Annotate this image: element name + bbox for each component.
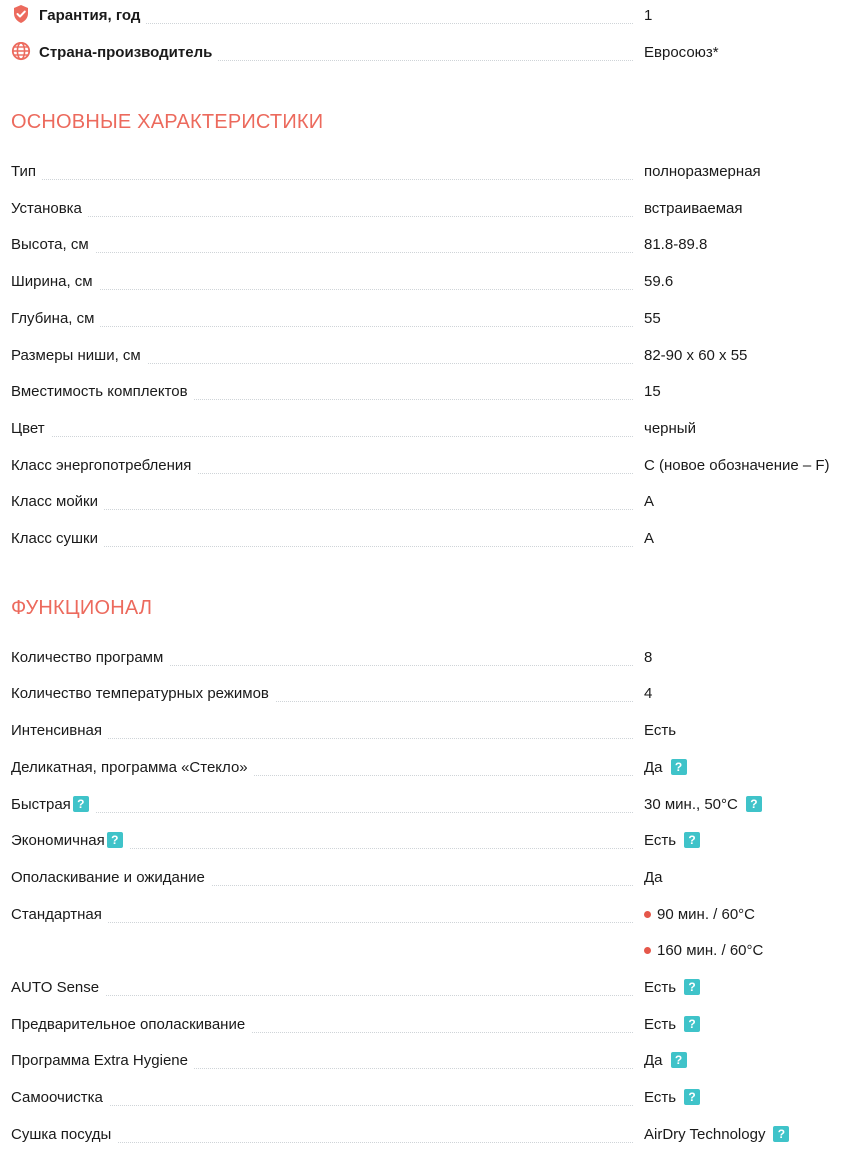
spec-row-continuation — [11, 940, 848, 962]
dotted-leader — [11, 509, 633, 510]
dotted-leader — [11, 436, 633, 437]
spec-label: Размеры ниши, см — [11, 347, 147, 364]
spec-value: 8 — [644, 649, 653, 666]
spec-value: C (новое обозначение – F) — [644, 457, 830, 474]
dotted-leader — [11, 289, 633, 290]
spec-value: Есть — [644, 722, 677, 739]
help-tooltip-icon[interactable]: ? — [73, 796, 89, 812]
spec-value: Есть — [644, 1016, 677, 1033]
spec-value: встраиваемая — [644, 200, 743, 217]
spec-row — [11, 830, 848, 852]
spec-value: 55 — [644, 310, 661, 327]
spec-row — [11, 1087, 848, 1109]
dotted-leader — [11, 812, 633, 813]
spec-label: Программа Extra Hygiene — [11, 1052, 194, 1069]
spec-label: Количество температурных режимов — [11, 685, 275, 702]
spec-value: 15 — [644, 383, 661, 400]
spec-label: Интенсивная — [11, 722, 108, 739]
bullet-icon — [644, 947, 651, 954]
spec-value: Да — [644, 869, 663, 886]
help-tooltip-icon[interactable]: ? — [684, 1016, 700, 1032]
spec-row — [11, 161, 848, 183]
spec-label: Класс энергопотребления — [11, 457, 197, 474]
spec-label: Ширина, см — [11, 273, 99, 290]
globe-icon — [11, 42, 31, 61]
spec-label: Вместимость комплектов — [11, 383, 194, 400]
spec-label: Цвет — [11, 420, 51, 437]
spec-label: Установка — [11, 200, 88, 217]
spec-row — [11, 418, 848, 440]
spec-row — [11, 683, 848, 705]
spec-row — [11, 1124, 848, 1146]
help-tooltip-icon[interactable]: ? — [773, 1126, 789, 1142]
spec-value: 4 — [644, 685, 653, 702]
spec-row — [11, 455, 848, 477]
spec-label: Стандартная — [11, 906, 108, 923]
spec-value: Есть — [644, 832, 677, 849]
spec-value: Есть — [644, 1089, 677, 1106]
spec-row-warranty — [11, 5, 848, 27]
bullet-icon — [644, 911, 651, 918]
spec-value: Да — [644, 1052, 663, 1069]
spec-row — [11, 794, 848, 816]
dotted-leader — [11, 326, 633, 327]
spec-row — [11, 381, 848, 403]
spec-row — [11, 1014, 848, 1036]
spec-label: Страна-производитель — [39, 44, 213, 61]
dotted-leader — [11, 252, 633, 253]
section-title-main: ОСНОВНЫЕ ХАРАКТЕРИСТИКИ — [11, 111, 324, 133]
spec-value-list-item: 160 мин. / 60°C — [644, 940, 763, 962]
spec-row — [11, 977, 848, 999]
spec-value: 1 — [644, 7, 653, 24]
spec-value: 81.8-89.8 — [644, 236, 708, 253]
spec-value: черный — [644, 420, 696, 437]
spec-value: A — [644, 530, 655, 547]
spec-value: Евросоюз* — [644, 44, 719, 61]
spec-row — [11, 234, 848, 256]
spec-value: A — [644, 493, 655, 510]
spec-label: Количество программ — [11, 649, 169, 666]
spec-row — [11, 528, 848, 550]
spec-row-country — [11, 42, 848, 64]
spec-value: 82-90 x 60 x 55 — [644, 347, 748, 364]
help-tooltip-icon[interactable]: ? — [684, 832, 700, 848]
help-tooltip-icon[interactable]: ? — [684, 1089, 700, 1105]
spec-row — [11, 904, 848, 926]
spec-label: Ополаскивание и ожидание — [11, 869, 211, 886]
spec-value: 59.6 — [644, 273, 674, 290]
spec-row — [11, 491, 848, 513]
spec-label: Экономичная — [11, 832, 105, 849]
spec-label: Самоочистка — [11, 1089, 109, 1106]
spec-row — [11, 271, 848, 293]
help-tooltip-icon[interactable]: ? — [746, 796, 762, 812]
spec-label: Сушка посуды — [11, 1126, 117, 1143]
spec-value: AirDry Technology — [644, 1126, 766, 1143]
help-tooltip-icon[interactable]: ? — [107, 832, 123, 848]
spec-row — [11, 757, 848, 779]
spec-row — [11, 867, 848, 889]
spec-label: AUTO Sense — [11, 979, 105, 996]
spec-value: Есть — [644, 979, 677, 996]
spec-row — [11, 345, 848, 367]
dotted-leader — [11, 216, 633, 217]
help-tooltip-icon[interactable]: ? — [671, 1052, 687, 1068]
spec-label: Деликатная, программа «Стекло» — [11, 759, 254, 776]
spec-label: Класс сушки — [11, 530, 104, 547]
shield-check-icon — [11, 5, 31, 24]
spec-label: Предварительное ополаскивание — [11, 1016, 251, 1033]
help-tooltip-icon[interactable]: ? — [671, 759, 687, 775]
spec-label: Класс мойки — [11, 493, 104, 510]
spec-value: Да — [644, 759, 663, 776]
section-title-func: ФУНКЦИОНАЛ — [11, 597, 153, 619]
spec-label: Гарантия, год — [39, 7, 141, 24]
spec-row — [11, 308, 848, 330]
spec-row — [11, 198, 848, 220]
spec-value: 30 мин., 50°C — [644, 796, 738, 813]
spec-label: Быстрая — [11, 796, 71, 813]
spec-label: Тип — [11, 163, 42, 180]
spec-row — [11, 647, 848, 669]
spec-value-list-item: 90 мин. / 60°C — [644, 904, 755, 926]
dotted-leader — [11, 546, 633, 547]
dotted-leader — [11, 179, 633, 180]
help-tooltip-icon[interactable]: ? — [684, 979, 700, 995]
spec-value: полноразмерная — [644, 163, 761, 180]
spec-label: Высота, см — [11, 236, 95, 253]
spec-row — [11, 1050, 848, 1072]
spec-row — [11, 720, 848, 742]
spec-label: Глубина, см — [11, 310, 100, 327]
